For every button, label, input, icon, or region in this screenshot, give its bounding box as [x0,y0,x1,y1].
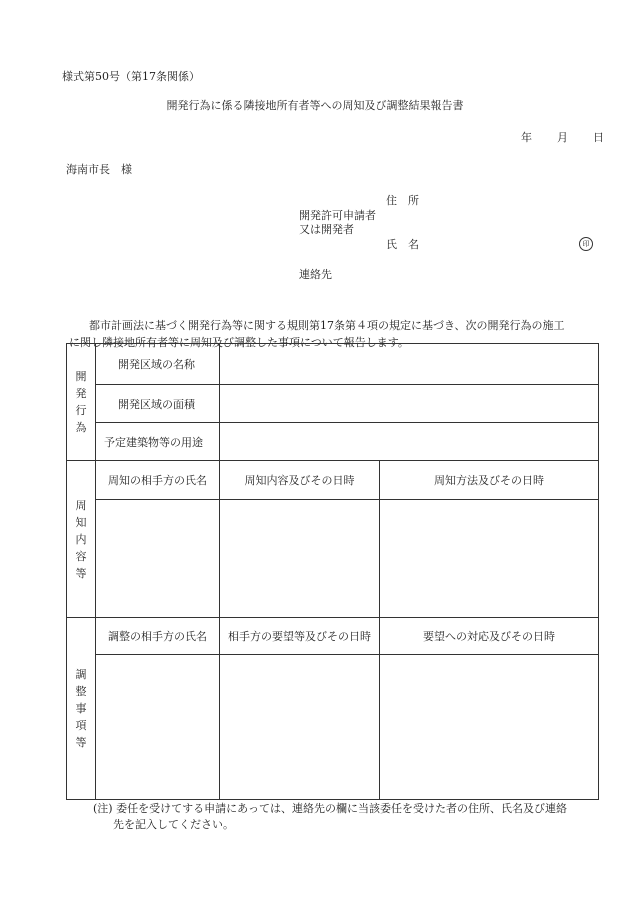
building-use-field[interactable] [220,423,599,461]
notice-col-recipient: 周知の相手方の氏名 [96,461,220,500]
applicant-role-label: 開発許可申請者 [299,209,376,222]
dev-row-area [67,385,599,423]
dev-area-size-label: 開発区域の面積 [96,385,220,423]
dev-area-size-field[interactable] [220,385,599,423]
date-day: 日 [593,131,604,144]
adjust-col-response: 要望への対応及びその日時 [380,618,599,655]
notice-col-content: 周知内容及びその日時 [220,461,380,500]
contact-label: 連絡先 [299,268,332,281]
notice-method-field[interactable] [380,500,599,618]
dev-section-label: 開 発 行 為 [67,344,96,461]
date-line [521,129,604,145]
adjust-response-field[interactable] [380,655,599,800]
adjust-entry-row [67,655,599,800]
dev-row-use [67,423,599,461]
dev-area-name-label: 開発区域の名称 [96,344,220,385]
adjust-header-row [67,618,599,655]
building-use-label: 予定建築物等の用途 [96,423,220,461]
adjust-request-field[interactable] [220,655,380,800]
notice-recipient-field[interactable] [96,500,220,618]
adjust-col-request: 相手方の要望等及びその日時 [220,618,380,655]
statement-line-2: に関し隣接地所有者等に周知及び調整した事項について報告します。 [69,336,409,349]
notice-col-method: 周知方法及びその日時 [380,461,599,500]
address-label: 住 所 [386,194,419,207]
name-label: 氏 名 [386,238,419,251]
notice-entry-row [67,500,599,618]
footnote-line-1: (注) 委任を受けてする申請にあっては、連絡先の欄に当該委任を受けた者の住所、氏名及び連絡 [93,802,567,815]
report-table [66,343,599,800]
date-year: 年 [521,131,532,144]
document-title: 開発行為に係る隣接地所有者等への周知及び調整結果報告書 [166,99,464,112]
notice-content-field[interactable] [220,500,380,618]
notice-section-label: 周 知 内 容 等 [67,461,96,618]
developer-role-label: 又は開発者 [299,223,354,236]
dev-area-name-field[interactable] [220,344,599,385]
notice-header-row [67,461,599,500]
footnote [93,801,613,833]
adjust-col-party: 調整の相手方の氏名 [96,618,220,655]
addressee: 海南市長 様 [66,163,132,176]
date-month: 月 [557,131,568,144]
statement-line-1: 都市計画法に基づく開発行為等に関する規則第17条第４項の規定に基づき、次の開発行為の施工 [89,319,565,332]
form-number: 様式第50号（第17条関係） [62,70,200,83]
adjust-party-field[interactable] [96,655,220,800]
adjust-section-label: 調 整 事 項 等 [67,618,96,800]
footnote-line-2: 先を記入してください。 [113,818,234,831]
dev-row-name [67,344,599,385]
seal-mark: 印 [579,237,593,251]
